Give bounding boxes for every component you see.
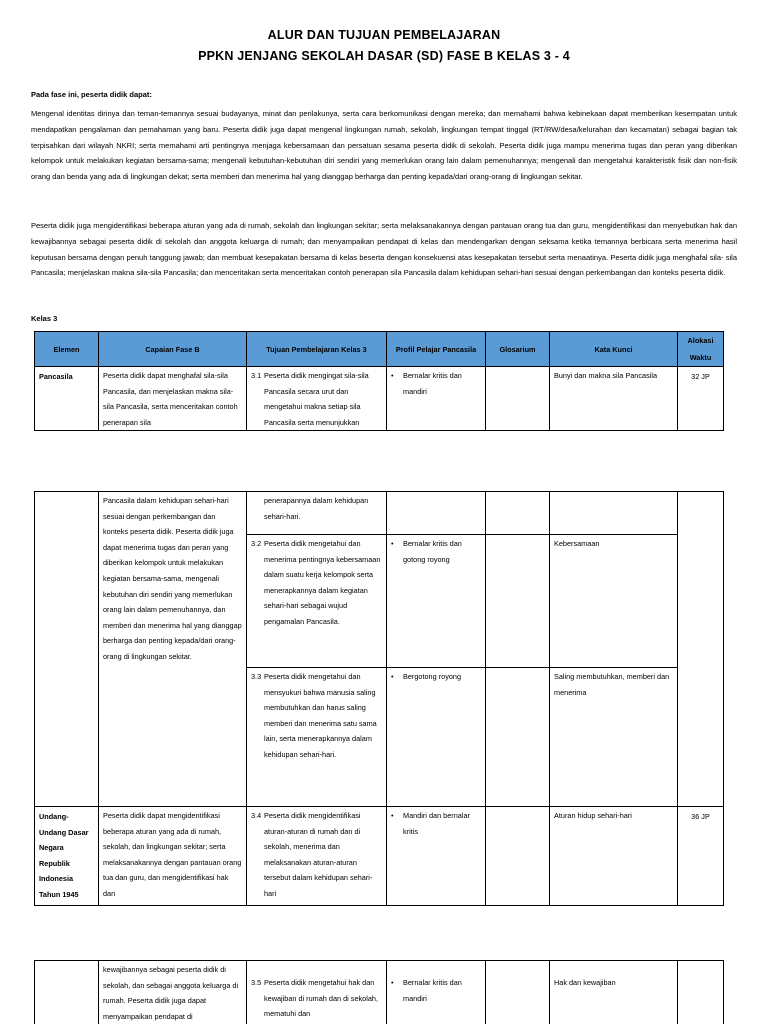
bullet-icon: • xyxy=(391,371,394,380)
profil-cell xyxy=(387,807,486,906)
learning-table-part-2 xyxy=(34,491,724,906)
intro-paragraph-2: Peserta didik juga mengidentifikasi beberapa aturan yang ada di rumah, sekolah dan lingkungan sekitar; serta melaksanakannya dengan pantauan orang tua dan guru, mengidentifikasi dan menyebutkan hak dan kewajibannya sebagai peserta didik di sekolah dan anggota keluarga di rumah; dan menyampaikan pendapat di kelas dan mendengarkan dengan seksama ketika temannya berbicara serta menerima hasil keputusan bersama dengan penuh tanggung jawab; dan membuat kesepakatan bersama di kelas beserta dengan konsekuensi atas kesepakatan tersebut serta menaatinya. Peserta didik juga menghafal sila- sila Pancasila; menjelaskan makna sila-sila Pancasila; dan menceritakan serta menceritakan contoh penerapan sila Pancasila dalam kehidupan sehari-hari sesuai dengan perkembangan dan konteks peserta didik. xyxy=(31,221,737,278)
kata-kunci-cell: Hak dan kewajiban xyxy=(550,961,678,1024)
glosarium-cell xyxy=(486,492,550,535)
table-row xyxy=(35,807,724,906)
tp-number: 3.4 xyxy=(251,811,262,820)
learning-table-part-1 xyxy=(34,331,724,431)
header-kata-kunci: Kata Kunci xyxy=(550,332,678,367)
elemen-cell xyxy=(35,492,99,807)
header-tujuan: Tujuan Pembelajaran Kelas 3 xyxy=(247,332,387,367)
tp-number: 3.2 xyxy=(251,539,262,548)
intro-paragraph-1: Mengenal identitas dirinya dan teman-temannya sesuai budayanya, minat dan perilakunya, serta cara berkomunikasi dengan mereka; dan memahami bahwa kebinekaan dapat memberikan kesempatan untuk mendapatkan pengalaman dan pemahaman yang baru. Peserta didik juga dapat mengenal lingkungan rumah, sekolah, lingkungan tempat tinggal (RT/RW/desa/kelurahan dan kecamatan) sebagai bagian tak terpisahkan dari wilayah NKRI; serta memahami arti pentingnya menjaga kebersamaan dan persatuan sesama peserta didik di sekolah. Peserta didik juga mampu menerima tugas dan peran yang diberikan kelompok untuk melakukan kegiatan bersama-sama; mengenali kebutuhan-kebutuhan diri sendiri yang memerlukan orang lain dalam pemenuhannya; mengenali dan mengetahui karakteristik fisik dan non-fisik orang dan benda yang ada di lingkungan dekat; serta memberi dan menerima hal yang dianggap berharga dan penting kepada/dari orang-orang di lingkungan sekitar. xyxy=(31,109,737,182)
tp-number: 3.5 xyxy=(251,978,262,987)
kata-kunci-cell: Saling membutuhkan, memberi dan menerima xyxy=(550,668,678,807)
profil-text: Mandiri dan bernalar kritis xyxy=(403,811,470,836)
header-alokasi: Alokasi Waktu xyxy=(678,332,724,367)
elemen-cell: Pancasila xyxy=(35,367,99,431)
profil-cell xyxy=(387,492,486,535)
glosarium-cell xyxy=(486,807,550,906)
glosarium-cell xyxy=(486,535,550,668)
capaian-cell: Peserta didik dapat menghafal sila-sila Pancasila, dan menjelaskan makna sila-sila Pancasila, serta menceritakan contoh penerapan sila xyxy=(99,367,247,431)
kata-kunci-cell xyxy=(550,492,678,535)
capaian-cell: kewajibannya sebagai peserta didik di sekolah, dan sebagai anggota keluarga di rumah. Peserta didik juga dapat menyampaikan pendapat di xyxy=(99,961,247,1024)
tp-text: Peserta didik mengetahui hak dan kewajiban di rumah dan di sekolah, mematuhi dan xyxy=(264,978,378,1019)
alokasi-cell xyxy=(678,492,724,807)
glosarium-cell xyxy=(486,668,550,807)
tp-number: 3.1 xyxy=(251,371,262,380)
header-capaian: Capaian Fase B xyxy=(99,332,247,367)
tp-text: Peserta didik mengingat sila-sila Pancasila secara urut dan mengetahui makna setiap sila Pancasila serta menunjukkan xyxy=(264,371,369,427)
tujuan-cell: penerapannya dalam kehidupan sehari-hari. xyxy=(247,492,387,535)
profil-cell xyxy=(387,961,486,1024)
document-title: ALUR DAN TUJUAN PEMBELAJARAN xyxy=(267,28,501,42)
alokasi-cell: 32 JP xyxy=(678,367,724,431)
kata-kunci-cell: Kebersamaan xyxy=(550,535,678,668)
learning-table-part-3 xyxy=(34,960,724,1024)
tujuan-cell xyxy=(247,807,387,906)
glosarium-cell xyxy=(486,961,550,1024)
profil-text: Bernalar kritis dan mandiri xyxy=(403,978,462,1003)
capaian-cell: Peserta didik dapat mengidentifikasi beberapa aturan yang ada di rumah, sekolah, dan lingkungan sekitar; serta melaksanakannya dengan pantauan orang tua dan guru, dan mengidentifikasi hak dan xyxy=(99,807,247,906)
header-elemen: Elemen xyxy=(35,332,99,367)
profil-text: Bergotong royong xyxy=(403,672,462,681)
tp-text: Peserta didik mengetahui dan mensyukuri bahwa manusia saling membutuhkan dan harus saling memberi dan menerima satu sama lain, serta menerapkannya dalam kehidupan sehari-hari. xyxy=(264,672,377,759)
tp-number: 3.3 xyxy=(251,672,262,681)
profil-text: Bernalar kritis dan mandiri xyxy=(403,371,462,396)
profil-cell xyxy=(387,668,486,807)
tujuan-cell xyxy=(247,535,387,668)
tujuan-cell xyxy=(247,367,387,431)
profil-text: Bernalar kritis dan gotong royong xyxy=(403,539,462,564)
table-row xyxy=(35,961,724,1024)
alokasi-cell xyxy=(678,961,724,1024)
alokasi-cell: 36 JP xyxy=(678,807,724,906)
kata-kunci-cell: Bunyi dan makna sila Pancasila xyxy=(550,367,678,431)
glosarium-cell xyxy=(486,367,550,431)
intro-label: Pada fase ini, peserta didik dapat: xyxy=(31,90,152,99)
tp-text: Peserta didik mengidentifikasi aturan-aturan di rumah dan di sekolah, menerima dan melaksanakan aturan-aturan tersebut dalam kehidupan sehari-hari xyxy=(264,811,373,898)
profil-cell xyxy=(387,535,486,668)
kelas-label: Kelas 3 xyxy=(31,314,58,323)
table-header-row xyxy=(35,332,724,367)
header-glosarium: Glosarium xyxy=(486,332,550,367)
kata-kunci-cell: Aturan hidup sehari-hari xyxy=(550,807,678,906)
tujuan-cell xyxy=(247,961,387,1024)
header-profil: Profil Pelajar Pancasila xyxy=(387,332,486,367)
elemen-cell xyxy=(35,961,99,1024)
bullet-icon: • xyxy=(391,978,394,987)
bullet-icon: • xyxy=(391,811,394,820)
bullet-icon: • xyxy=(391,539,394,548)
tp-text: Peserta didik mengetahui dan menerima pentingnya kebersamaan dalam suatu kerja kelompok serta menerapkannya dalam kegiatan sehari-hari sebagai wujud pengamalan Pancasila. xyxy=(264,539,381,626)
bullet-icon: • xyxy=(391,672,394,681)
tujuan-cell xyxy=(247,668,387,807)
elemen-cell: Undang-Undang Dasar Negara Republik Indonesia Tahun 1945 xyxy=(35,807,99,906)
table-row xyxy=(35,492,724,535)
profil-cell xyxy=(387,367,486,431)
document-subtitle: PPKN JENJANG SEKOLAH DASAR (SD) FASE B KELAS 3 - 4 xyxy=(198,49,570,63)
table-row xyxy=(35,367,724,431)
capaian-cell: Pancasila dalam kehidupan sehari-hari sesuai dengan perkembangan dan konteks peserta didik. Peserta didik juga dapat menerima tugas dan peran yang diberikan kelompok untuk melakukan kegiatan bersama-sama, mengenali kebutuhan diri sendiri yang memerlukan orang lain dalam pemenuhannya, dan memberi dan menerima hal yang dianggap berharga dan penting kepada/dari orang-orang di lingkungan sekitar. xyxy=(99,492,247,807)
